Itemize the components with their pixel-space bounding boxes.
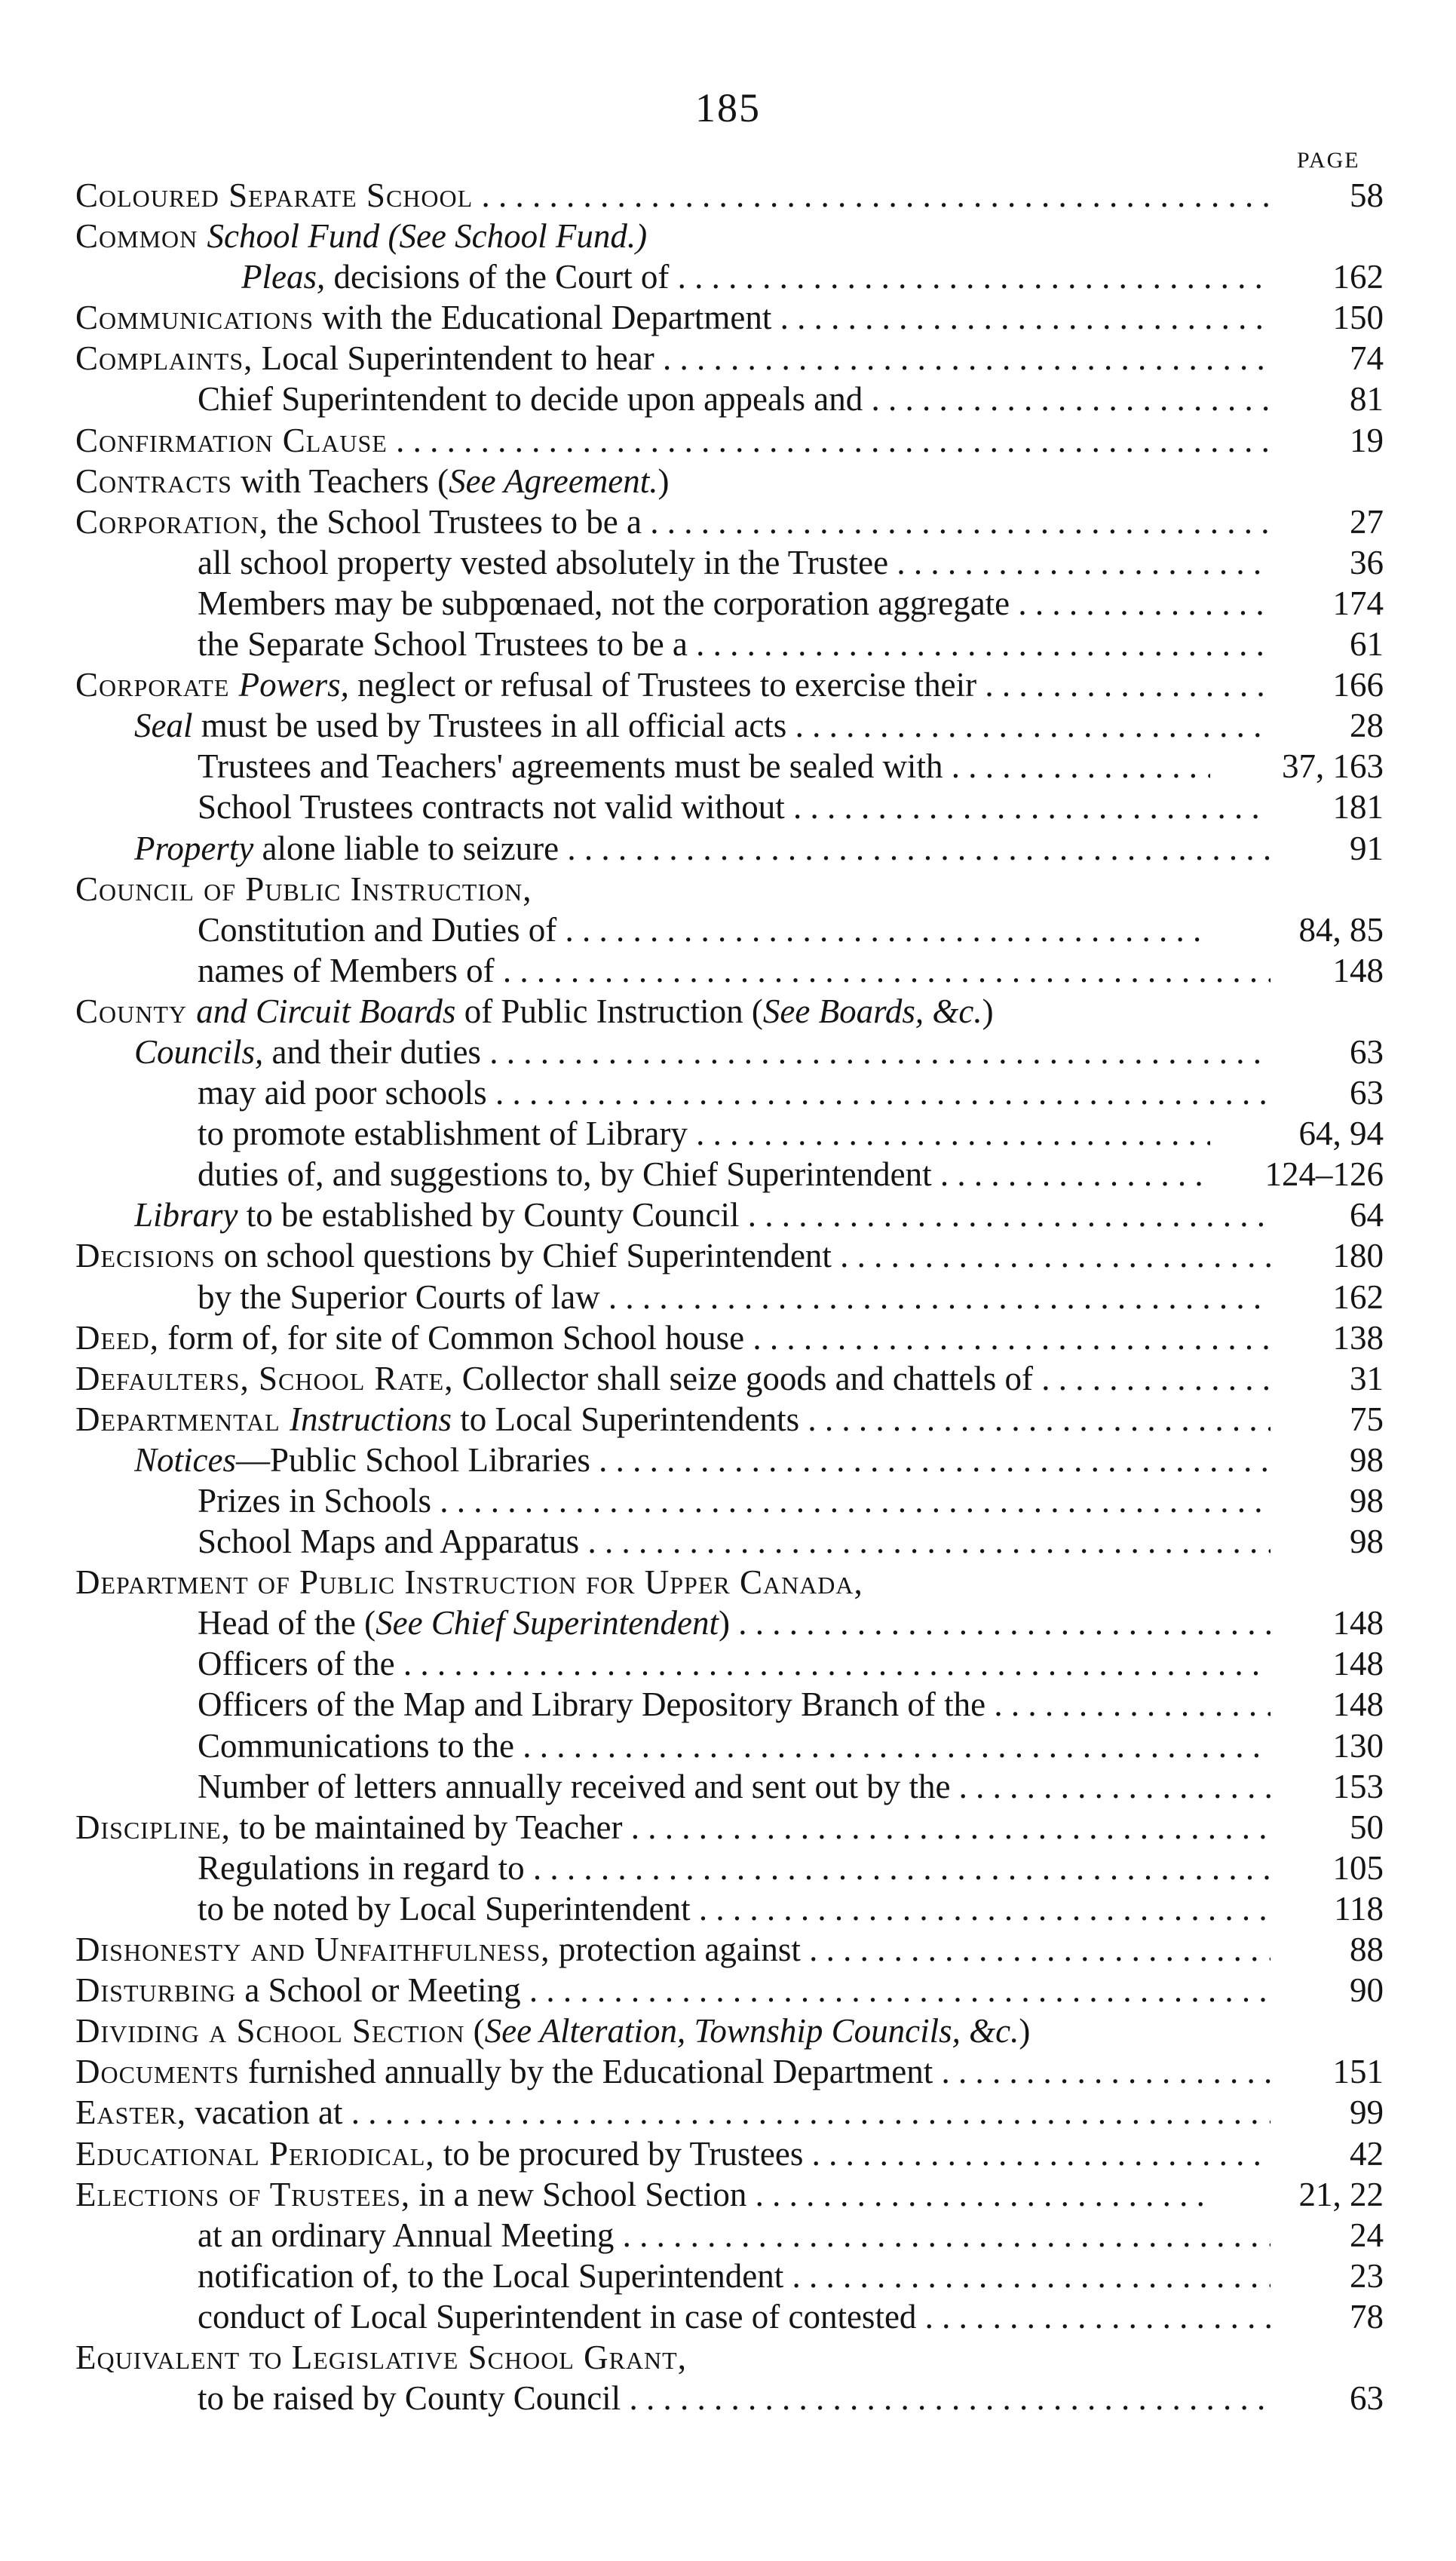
entry-text: [198, 1154, 1210, 1195]
index-entry: [75, 909, 1384, 950]
entry-text-part: See Agreement.: [449, 462, 658, 500]
entry-text: [198, 624, 1271, 664]
index-entry: [75, 1929, 1384, 1970]
entry-text: [198, 2215, 1271, 2256]
index-entry: [75, 1277, 1384, 1317]
entry-text-part: in a new School Section: [410, 2175, 747, 2213]
entry-text: [75, 869, 532, 909]
entry-text-part: See Alteration, Township Councils, &c.: [484, 2012, 1019, 2050]
entry-text: [198, 746, 1210, 787]
index-entry: [75, 2051, 1384, 2092]
index-entry: [75, 420, 1384, 461]
entry-text-part: Contracts: [75, 462, 232, 500]
entry-page-ref: 42: [1350, 2134, 1384, 2173]
entry-text-part: of Public Instruction (: [455, 992, 763, 1030]
entry-page-ref: 31: [1350, 1359, 1384, 1397]
entry-text-part: Department of Public Instruction for Upper Canada,: [75, 1563, 863, 1602]
index-entry: [75, 1725, 1384, 1766]
entry-page-ref: 166: [1332, 666, 1384, 704]
entry-text-part: Deed,: [75, 1318, 159, 1357]
entry-page-ref: 105: [1332, 1848, 1384, 1887]
entry-page-ref: 37, 163: [1282, 747, 1384, 786]
index-entry: [75, 828, 1384, 869]
entry-page-ref: 21, 22: [1298, 2175, 1384, 2213]
entry-text-part: Council of Public Instruction,: [75, 870, 532, 908]
entry-text: [198, 1480, 1271, 1521]
entry-text-part: furnished annually by the Educational Department: [239, 2053, 933, 2091]
entry-text-part: Documents: [75, 2053, 240, 2091]
entry-text: [75, 1562, 863, 1603]
entry-text-part: to Local Superintendents: [452, 1400, 800, 1438]
entry-text-part: ): [982, 992, 994, 1030]
entry-text-part: Number of letters annually received and sent out by the: [198, 1767, 951, 1805]
entry-page-ref: 98: [1350, 1440, 1384, 1479]
page-number: 185: [695, 85, 761, 130]
entry-text: [75, 297, 1271, 338]
entry-text: [198, 909, 1210, 950]
index-entry: [75, 624, 1384, 664]
entry-text: [198, 1521, 1271, 1562]
index-entry: [75, 216, 1384, 256]
entry-text-part: decisions of the Court of: [325, 258, 670, 296]
entry-text: [75, 2337, 687, 2378]
index-entry: [75, 664, 1384, 705]
entry-text: [198, 2256, 1271, 2296]
index-entry: [75, 583, 1384, 624]
index-entry: [75, 501, 1384, 542]
entry-text-part: duties of, and suggestions to, by Chief Superintendent: [198, 1155, 932, 1194]
index-entry: [75, 297, 1384, 338]
entry-text: [198, 379, 1271, 419]
index-entry: [75, 2256, 1384, 2296]
entry-text: [75, 2051, 1271, 2092]
entry-text-part: all school property vested absolutely in the Trustee: [198, 543, 889, 581]
entry-text-part: See Boards, &c.: [762, 992, 982, 1030]
index-entry: [75, 1684, 1384, 1725]
entry-page-ref: 174: [1332, 584, 1384, 622]
entry-text: [198, 1277, 1271, 1317]
entry-text-part: to be maintained by Teacher: [230, 1808, 623, 1846]
index-entry: [75, 787, 1384, 827]
entry-text-part: the Separate School Trustees to be a: [198, 625, 688, 664]
entry-text-part: Dividing a School Section: [75, 2012, 465, 2050]
entry-text-part: Officers of the: [198, 1645, 395, 1683]
entry-page-ref: 90: [1350, 1971, 1384, 2010]
entry-text-part: Officers of the Map and Library Depository Branch of the: [198, 1685, 986, 1724]
entry-text: [198, 950, 1271, 991]
entry-text-part: ): [657, 462, 670, 500]
entry-text-part: form of, for site of Common School house: [158, 1318, 745, 1357]
entry-text: [75, 338, 1271, 379]
index-entry: [75, 338, 1384, 379]
entry-text: [75, 461, 669, 501]
entry-page-ref: 84, 85: [1298, 910, 1384, 949]
entry-text: [134, 828, 1271, 869]
entry-text: [75, 1358, 1271, 1399]
index-entry: [75, 2215, 1384, 2256]
entry-text-part: the School Trustees to be a: [268, 502, 642, 541]
entry-page-ref: 124–126: [1264, 1155, 1384, 1194]
entry-text: [134, 1440, 1271, 1480]
entry-text-part: Collector shall seize goods and chattels of: [453, 1359, 1033, 1397]
index-entry: [75, 1562, 1384, 1603]
entry-text-part: Elections of Trustees,: [75, 2175, 411, 2213]
entry-text-part: Pleas,: [241, 258, 326, 296]
entry-page-ref: 151: [1332, 2053, 1384, 2091]
entry-page-ref: 148: [1332, 1645, 1384, 1683]
entry-text: [75, 1807, 1271, 1848]
entry-text-part: and their duties: [263, 1032, 481, 1071]
entry-text: [75, 1399, 1271, 1440]
entry-page-ref: 162: [1332, 1277, 1384, 1316]
entry-text-part: to be established by County Council: [238, 1196, 740, 1234]
entry-text: [198, 2296, 1271, 2337]
entry-text-part: Corporation,: [75, 502, 268, 541]
entry-text: [75, 664, 1271, 705]
entry-text-part: on school questions by Chief Superintendent: [215, 1237, 832, 1275]
index-entry: [75, 2337, 1384, 2378]
entry-text: [198, 1848, 1271, 1888]
entry-text: [75, 2092, 1271, 2133]
entry-text-part: must be used by Trustees in all official acts: [192, 707, 787, 745]
entry-page-ref: 81: [1350, 380, 1384, 419]
entry-text-part: Disturbing: [75, 1971, 237, 2010]
entry-page-ref: 99: [1350, 2093, 1384, 2132]
index-entry: [75, 1766, 1384, 1807]
entry-text-part: —Public School Libraries: [235, 1440, 590, 1479]
entry-text-part: Instructions: [289, 1400, 452, 1438]
entry-page-ref: 98: [1350, 1482, 1384, 1520]
entry-page-ref: 36: [1350, 543, 1384, 581]
index-entry: [75, 869, 1384, 909]
index-entry: [75, 746, 1384, 787]
entry-page-ref: 64: [1350, 1196, 1384, 1234]
entry-text-part: Property: [134, 829, 254, 867]
entry-page-ref: 24: [1350, 2216, 1384, 2254]
index-entry: [75, 991, 1384, 1032]
entry-text-part: by the Superior Courts of law: [198, 1277, 600, 1316]
entry-text: [198, 787, 1271, 827]
entry-text-part: Coloured Separate School: [75, 176, 474, 214]
entry-text-part: Discipline,: [75, 1808, 231, 1846]
entry-page-ref: 130: [1332, 1726, 1384, 1765]
index-entry: [75, 175, 1384, 216]
entry-text: [75, 420, 1271, 461]
entry-text-part: Chief Superintendent to decide upon appeals and: [198, 380, 863, 419]
entry-text: [75, 2010, 1030, 2051]
entry-text-part: Corporate: [75, 666, 239, 704]
entry-text-part: names of Members of: [198, 951, 495, 989]
entry-text-part: County: [75, 992, 197, 1030]
entry-text: [134, 1195, 1271, 1235]
entry-page-ref: 180: [1332, 1237, 1384, 1275]
entry-text: [198, 1888, 1271, 1929]
entry-text-part: to be procured by Trustees: [434, 2134, 804, 2173]
entry-text: [75, 216, 647, 256]
entry-page-ref: 75: [1350, 1400, 1384, 1438]
entry-page-ref: 138: [1332, 1318, 1384, 1357]
entry-text-part: Notices: [134, 1440, 236, 1479]
entry-page-ref: 63: [1350, 1032, 1384, 1071]
entry-text-part: Departmental: [75, 1400, 290, 1438]
entry-page-ref: 162: [1332, 258, 1384, 296]
entry-text-part: Powers,: [238, 666, 349, 704]
index-entry: [75, 2133, 1384, 2174]
entry-text-part: a School or Meeting: [236, 1971, 521, 2010]
index-entry: [75, 1480, 1384, 1521]
entry-page-ref: 78: [1350, 2297, 1384, 2336]
index-entry: [75, 1807, 1384, 1848]
entry-text-part: Decisions: [75, 1237, 216, 1275]
index-entry: [75, 1195, 1384, 1235]
entry-page-ref: 88: [1350, 1931, 1384, 1969]
entry-text-part: at an ordinary Annual Meeting: [198, 2216, 615, 2254]
entry-text: [198, 1643, 1271, 1684]
entry-page-ref: 74: [1350, 339, 1384, 378]
entry-text: [75, 1929, 1271, 1970]
index-entry: [75, 1399, 1384, 1440]
entry-text: [198, 1684, 1271, 1725]
entry-text: [198, 2378, 1271, 2418]
entry-text: [134, 705, 1271, 746]
entry-text: [198, 1725, 1271, 1766]
entry-page-ref: 181: [1332, 788, 1384, 827]
index-entry: [75, 1072, 1384, 1113]
index-entries: [75, 175, 1384, 2418]
entry-text-part: Communications: [75, 299, 314, 337]
entry-text-part: Head of the (: [198, 1604, 376, 1642]
entry-text-part: to be raised by County Council: [198, 2379, 621, 2418]
index-entry: [75, 1603, 1384, 1643]
index-entry: [75, 256, 1384, 297]
entry-page-ref: 118: [1334, 1889, 1384, 1928]
index-entry: [75, 1154, 1384, 1195]
page-column-label: PAGE: [1297, 148, 1360, 173]
entry-text-part: Defaulters, School Rate,: [75, 1359, 454, 1397]
entry-text-part: to be noted by Local Superintendent: [198, 1889, 691, 1928]
index-entry: [75, 2296, 1384, 2337]
entry-text-part: protection against: [550, 1931, 801, 1969]
entry-text-part: Seal: [134, 707, 193, 745]
entry-text-part: Complaints,: [75, 339, 253, 378]
entry-page-ref: 61: [1350, 625, 1384, 664]
entry-text-part: Communications to the: [198, 1726, 514, 1765]
entry-text-part: and Circuit Boards: [196, 992, 456, 1030]
index-entry: [75, 1317, 1384, 1358]
entry-text-part: Prizes in Schools: [198, 1482, 431, 1520]
entry-text-part: (: [464, 2012, 485, 2050]
entry-text-part: Equivalent to Legislative School Grant,: [75, 2338, 687, 2376]
entry-page-ref: 64, 94: [1298, 1115, 1384, 1153]
index-entry: [75, 950, 1384, 991]
entry-text-part: with the Educational Department: [314, 299, 772, 337]
entry-page-ref: 19: [1350, 421, 1384, 459]
entry-page-ref: 153: [1332, 1767, 1384, 1805]
entry-text-part: Local Superintendent to hear: [253, 339, 654, 378]
entry-text-part: Educational Periodical,: [75, 2134, 435, 2173]
entry-text-part: School Trustees contracts not valid without: [198, 788, 785, 827]
entry-page-ref: 50: [1350, 1808, 1384, 1846]
entry-text: [198, 542, 1271, 583]
entry-text-part: School Maps and Apparatus: [198, 1523, 580, 1561]
entry-page-ref: 98: [1350, 1523, 1384, 1561]
entry-text-part: conduct of Local Superintendent in case of contested: [198, 2297, 917, 2336]
index-entry: [75, 1358, 1384, 1399]
entry-text-part: with Teachers (: [231, 462, 449, 500]
entry-page-ref: 63: [1350, 1074, 1384, 1112]
entry-text-part: ): [719, 1604, 731, 1642]
entry-text: [134, 1032, 1271, 1072]
entry-text: [198, 1072, 1271, 1113]
entry-page-ref: 150: [1332, 299, 1384, 337]
index-entry: [75, 1440, 1384, 1480]
entry-text-part: to promote establishment of Library: [198, 1115, 688, 1153]
index-entry: [75, 1848, 1384, 1888]
entry-text: [241, 256, 1271, 297]
index-entry: [75, 1970, 1384, 2010]
entry-text-part: Dishonesty and Unfaithfulness,: [75, 1931, 550, 1969]
entry-text: [198, 1766, 1271, 1807]
entry-text-part: Library: [134, 1196, 238, 1234]
index-entry: [75, 1521, 1384, 1562]
entry-text: [75, 991, 994, 1032]
entry-text-part: School Fund (See School Fund.): [207, 217, 648, 256]
index-entry: [75, 2378, 1384, 2418]
entry-text-part: Trustees and Teachers' agreements must be sealed with: [198, 747, 943, 786]
entry-text: [75, 1970, 1271, 2010]
index-entry: [75, 1643, 1384, 1684]
index-entry: [75, 1113, 1384, 1154]
entry-text: [75, 501, 1271, 542]
index-entry: [75, 461, 1384, 501]
index-entry: [75, 2174, 1384, 2215]
entry-page-ref: 63: [1350, 2379, 1384, 2418]
entry-text-part: may aid poor schools: [198, 1074, 487, 1112]
entry-page-ref: 148: [1332, 1685, 1384, 1724]
entry-text: [75, 175, 1271, 216]
index-entry: [75, 1235, 1384, 1276]
entry-text: [198, 1603, 1271, 1643]
entry-text: [198, 1113, 1210, 1154]
entry-text-part: neglect or refusal of Trustees to exercise their: [348, 666, 977, 704]
entry-text: [75, 1317, 1271, 1358]
entry-text-part: Confirmation Clause: [75, 421, 388, 459]
index-entry: [75, 542, 1384, 583]
entry-page-ref: 148: [1332, 951, 1384, 989]
index-entry: [75, 705, 1384, 746]
entry-page-ref: 91: [1350, 829, 1384, 867]
entry-text-part: Easter,: [75, 2093, 187, 2132]
entry-text-part: vacation at: [186, 2093, 343, 2132]
entry-text-part: Constitution and Duties of: [198, 910, 557, 949]
entry-page-ref: 28: [1350, 707, 1384, 745]
entry-text-part: Councils,: [134, 1032, 264, 1071]
entry-page-ref: 23: [1350, 2256, 1384, 2295]
entry-text-part: ): [1019, 2012, 1031, 2050]
entry-text-part: See Chief Superintendent: [375, 1604, 719, 1642]
entry-text-part: Members may be subpœnaed, not the corporation aggregate: [198, 584, 1010, 622]
entry-page-ref: 27: [1350, 502, 1384, 541]
entry-text-part: alone liable to seizure: [253, 829, 559, 867]
index-entry: [75, 379, 1384, 419]
index-entry: [75, 1888, 1384, 1929]
entry-page-ref: 58: [1350, 176, 1384, 214]
entry-text-part: Common: [75, 217, 207, 256]
entry-text-part: Regulations in regard to: [198, 1848, 525, 1887]
entry-text: [75, 2174, 1210, 2215]
entry-text-part: notification of, to the Local Superintendent: [198, 2256, 784, 2295]
index-entry: [75, 2092, 1384, 2133]
index-entry: [75, 1032, 1384, 1072]
entry-text: [75, 2133, 1271, 2174]
entry-page-ref: 148: [1332, 1604, 1384, 1642]
entry-text: [198, 583, 1271, 624]
entry-text: [75, 1235, 1271, 1276]
index-entry: [75, 2010, 1384, 2051]
